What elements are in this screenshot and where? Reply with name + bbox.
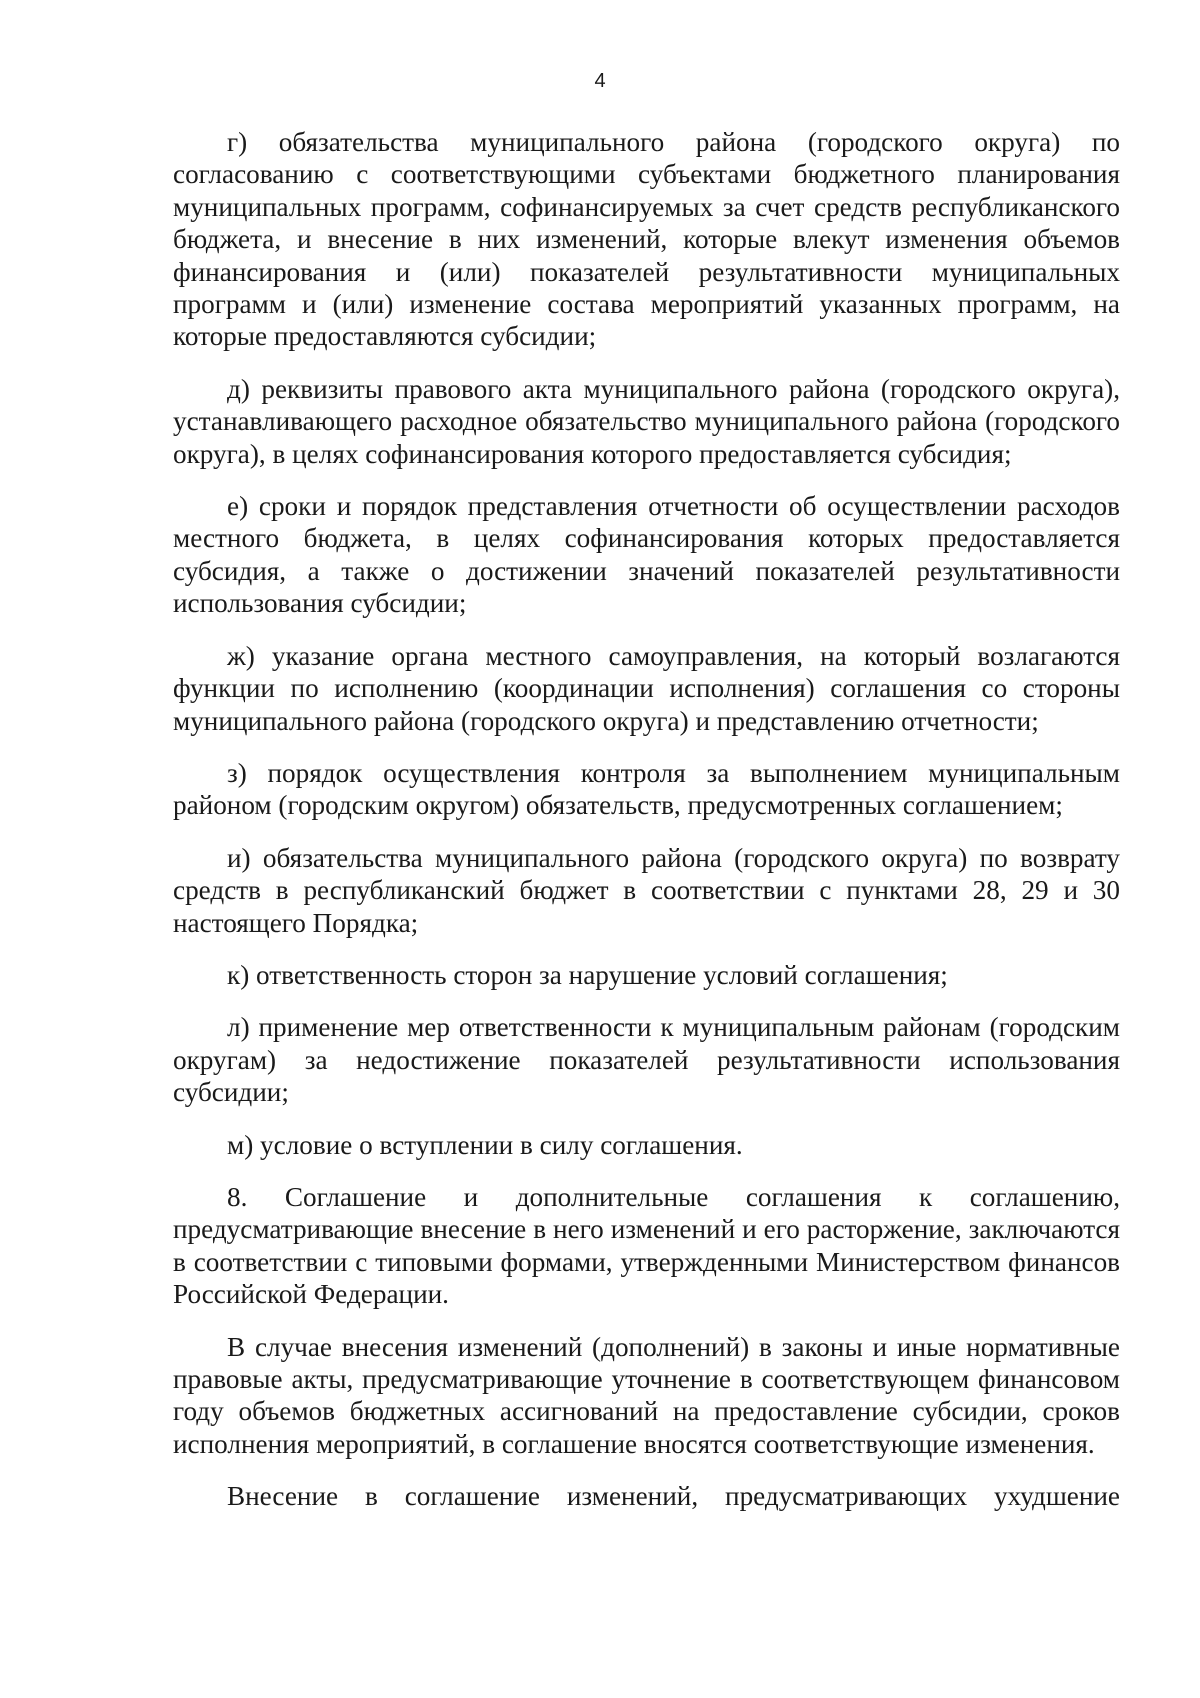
paragraph-8: 8. Соглашение и дополнительные соглашения к соглашению, предусматривающие внесение в него изменений и его расторжение, заключаются в соответствии с типовыми формами, утвержденными Министерством финансов Российской Федерации. (173, 1181, 1120, 1310)
paragraph-zh: ж) указание органа местного самоуправления, на который возлагаются функции по исполнению (координации исполнения) соглашения со стороны муниципального района (городского округа) и представлению отчетности; (173, 640, 1120, 736)
paragraph-d: д) реквизиты правового акта муниципального района (городского округа), устанавливающего расходное обязательство муниципального района (городского округа), в целях софинансирования которого предоставляется субсидия; (173, 373, 1120, 469)
paragraph-amendments: В случае внесения изменений (дополнений) в законы и иные нормативные правовые акты, предусматривающие уточнение в соответствующем финансовом году объемов бюджетных ассигнований на предоставление субсидии, сроков исполнения мероприятий, в соглашение вносятся соответствующие изменения. (173, 1331, 1120, 1459)
paragraph-i: и) обязательства муниципального района (городского округа) по возврату средств в республиканский бюджет в соответствии с пунктами 28, 29 и 30 настоящего Порядка; (173, 842, 1120, 938)
paragraph-e: е) сроки и порядок представления отчетности об осуществлении расходов местного бюджета, в целях софинансирования которых предоставляется субсидия, а также о достижении значений показателей результативности использования субсидии; (173, 491, 1120, 619)
paragraph-m: м) условие о вступлении в силу соглашения. (227, 1129, 743, 1160)
paragraph-z: з) порядок осуществления контроля за выполнением муниципальным районом (городским округом) обязательств, предусмотренных соглашением; (173, 757, 1120, 821)
paragraph-continued: Внесение в соглашение изменений, предусматривающих ухудшение (227, 1481, 1120, 1512)
paragraph-k: к) ответственность сторон за нарушение условий соглашения; (227, 959, 948, 990)
paragraph-g: г) обязательства муниципального района (городского округа) по согласованию с соответствующими субъектами бюджетного планирования муниципальных программ, софинансируемых за счет средств республиканского бюджета, и внесение в них изменений, которые влекут изменения объемов финансирования и (или) показателей результативности муниципальных программ и (или) изменение состава мероприятий указанных программ, на которые предоставляются субсидии; (173, 127, 1120, 352)
document-body (173, 126, 1120, 1533)
paragraph-l: л) применение мер ответственности к муниципальным районам (городским округам) за недостижение показателей результативности использования субсидии; (173, 1012, 1120, 1108)
page-number: 4 (594, 70, 606, 92)
